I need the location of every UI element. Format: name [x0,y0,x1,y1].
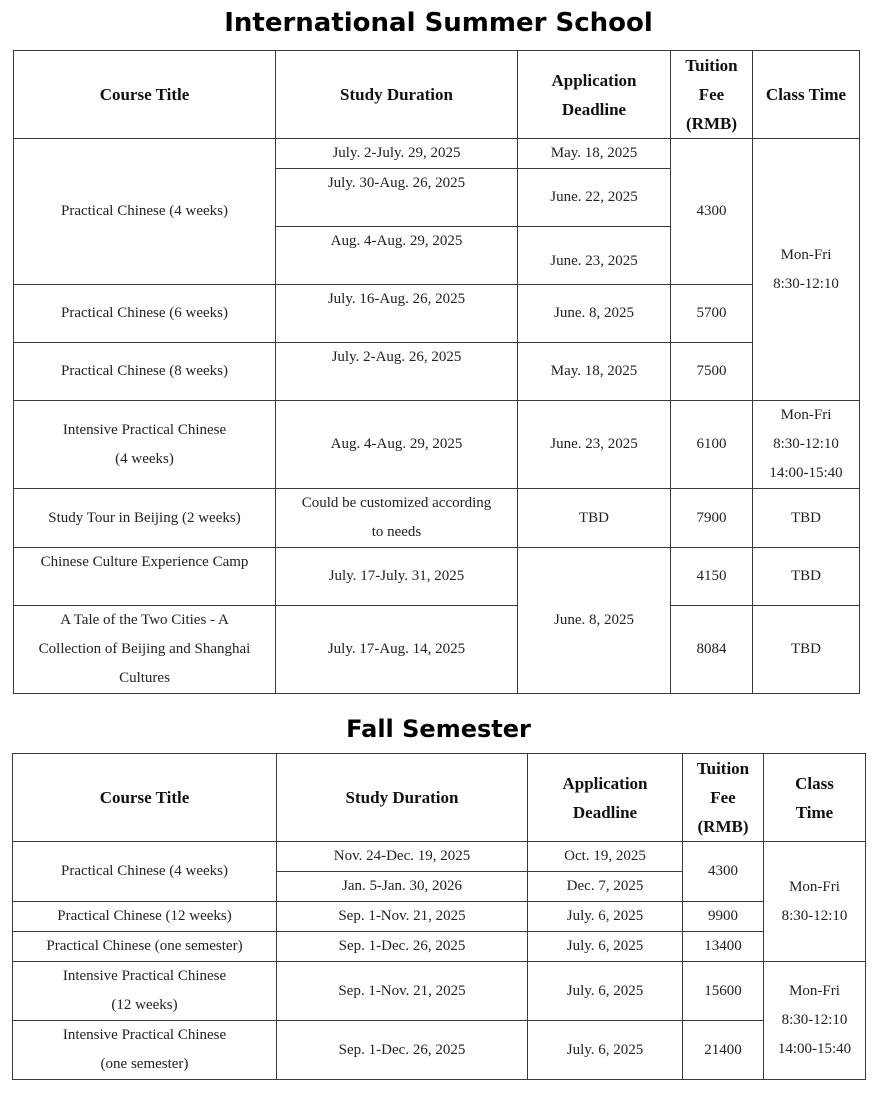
deadline-cell: June. 23, 2025 [518,227,671,285]
fee-cell: 6100 [671,401,753,489]
deadline-cell: July. 6, 2025 [528,1021,683,1080]
header-time-line2: Time [795,802,834,822]
course-title-line2: (one semester) [100,1056,189,1072]
course-title-cell: Practical Chinese (12 weeks) [13,902,277,932]
class-time-line3: 14:00-15:40 [769,465,843,481]
class-time-line2: 8:30-12:10 [773,436,839,452]
deadline-cell: June. 8, 2025 [518,548,671,694]
study-duration-cell: July. 2-Aug. 26, 2025 [276,343,518,401]
class-time-line2: 8:30-12:10 [781,1012,848,1028]
fee-cell: 7500 [671,343,753,401]
table-row [14,343,860,401]
header-tuition-fee [683,754,764,842]
fall-title: Fall Semester [346,715,531,743]
deadline-cell: July. 6, 2025 [528,932,683,962]
course-title-line1: Intensive Practical Chinese [62,421,227,438]
header-class-time [764,754,866,842]
header-tuition-fee [671,51,753,139]
deadline-cell: May. 18, 2025 [518,139,671,169]
study-duration-cell: July. 30-Aug. 26, 2025 [276,169,518,227]
table-row [14,285,860,343]
course-title-line2: (12 weeks) [111,997,178,1013]
study-duration-cell: Sep. 1-Dec. 26, 2025 [277,932,528,962]
header-course-title: Course Title [13,754,277,842]
fee-cell: 4150 [671,548,753,606]
course-title-cell: Chinese Culture Experience Camp [14,548,276,606]
header-deadline-line1: Application [562,773,648,793]
header-study-duration: Study Duration [277,754,528,842]
fee-cell: 9900 [683,902,764,932]
class-time-cell [753,401,860,489]
header-deadline-line2: Deadline [572,802,638,822]
course-title-line1: Intensive Practical Chinese [62,1027,227,1043]
class-time-line1: Mon-Fri [780,246,832,263]
class-time-cell [764,962,866,1080]
class-time-line1: Mon-Fri [789,878,840,895]
deadline-cell: July. 6, 2025 [528,962,683,1021]
study-duration-cell: July. 16-Aug. 26, 2025 [276,285,518,343]
table-row [13,962,866,1021]
fall-table [12,753,866,1080]
fee-cell: 15600 [683,962,764,1021]
header-fee-line1: Tuition [696,759,750,778]
course-title-cell [13,1021,277,1080]
study-duration-cell: July. 17-Aug. 14, 2025 [276,606,518,694]
study-duration-cell: July. 2-July. 29, 2025 [276,139,518,169]
table-row [14,489,860,548]
header-application-deadline [518,51,671,139]
course-title-cell [14,401,276,489]
header-fee-line3: (RMB) [697,817,749,836]
header-time-line1: Class [795,773,834,793]
deadline-cell: July. 6, 2025 [528,902,683,932]
table-row [14,401,860,489]
study-duration-cell: Aug. 4-Aug. 29, 2025 [276,401,518,489]
deadline-cell: June. 8, 2025 [518,285,671,343]
course-title-cell: Practical Chinese (4 weeks) [13,842,277,902]
summer-title: International Summer School [224,8,653,38]
course-title-cell [14,606,276,694]
table-row [13,932,866,962]
table-row [13,1021,866,1080]
table-row [14,548,860,606]
fee-cell: 5700 [671,285,753,343]
table-row [13,902,866,932]
header-fee-line2: Fee [710,788,736,807]
header-study-duration: Study Duration [276,51,518,139]
course-title-cell: Practical Chinese (one semester) [13,932,277,962]
course-title-cell: Practical Chinese (8 weeks) [14,343,276,401]
header-fee-line1: Tuition [685,56,738,75]
course-title-cell: Practical Chinese (6 weeks) [14,285,276,343]
fee-cell: 8084 [671,606,753,694]
class-time-line2: 8:30-12:10 [781,907,848,924]
fee-cell: 4300 [671,139,753,285]
study-duration-cell: Sep. 1-Nov. 21, 2025 [277,902,528,932]
deadline-cell: June. 22, 2025 [518,169,671,227]
deadline-cell: June. 23, 2025 [518,401,671,489]
header-deadline-line2: Deadline [561,99,627,119]
header-fee-line2: Fee [698,85,725,104]
class-time-cell [764,842,866,962]
table-row [14,606,860,694]
table-row [14,139,860,169]
study-duration-cell: Sep. 1-Dec. 26, 2025 [277,1021,528,1080]
header-application-deadline [528,754,683,842]
summer-header-row [14,51,860,139]
study-duration-cell: Jan. 5-Jan. 30, 2026 [277,872,528,902]
fee-cell: 7900 [671,489,753,548]
class-time-line2: 8:30-12:10 [773,275,839,292]
class-time-line3: 14:00-15:40 [777,1041,852,1057]
study-duration-line2: to needs [371,524,422,540]
course-title-line3: Cultures [119,670,170,686]
course-title-line2: Collection of Beijing and Shanghai [38,641,251,657]
deadline-cell: TBD [518,489,671,548]
class-time-cell [753,139,860,401]
study-duration-cell: Sep. 1-Nov. 21, 2025 [277,962,528,1021]
study-duration-line1: Could be customized according [301,495,492,511]
course-title-cell: Practical Chinese (4 weeks) [14,139,276,285]
class-time-line1: Mon-Fri [789,983,840,999]
study-duration-cell: Aug. 4-Aug. 29, 2025 [276,227,518,285]
deadline-cell: Oct. 19, 2025 [528,842,683,872]
header-class-time: Class Time [753,51,860,139]
course-title-cell [13,962,277,1021]
deadline-cell: Dec. 7, 2025 [528,872,683,902]
header-course-title: Course Title [14,51,276,139]
deadline-cell: May. 18, 2025 [518,343,671,401]
class-time-cell: TBD [753,489,860,548]
study-duration-cell: Nov. 24-Dec. 19, 2025 [277,842,528,872]
header-deadline-line1: Application [551,70,637,90]
class-time-cell: TBD [753,606,860,694]
study-duration-cell: July. 17-July. 31, 2025 [276,548,518,606]
class-time-line1: Mon-Fri [780,407,832,423]
summer-table [13,50,860,694]
study-duration-cell [276,489,518,548]
course-title-line1: A Tale of the Two Cities - A [60,612,229,628]
fall-header-row [13,754,866,842]
fee-cell: 13400 [683,932,764,962]
fee-cell: 4300 [683,842,764,902]
course-title-line2: (4 weeks) [115,450,174,467]
fee-cell: 21400 [683,1021,764,1080]
course-title-line1: Intensive Practical Chinese [62,968,227,984]
course-title-cell: Study Tour in Beijing (2 weeks) [14,489,276,548]
header-fee-line3: (RMB) [686,114,737,133]
class-time-cell: TBD [753,548,860,606]
table-row [13,842,866,872]
